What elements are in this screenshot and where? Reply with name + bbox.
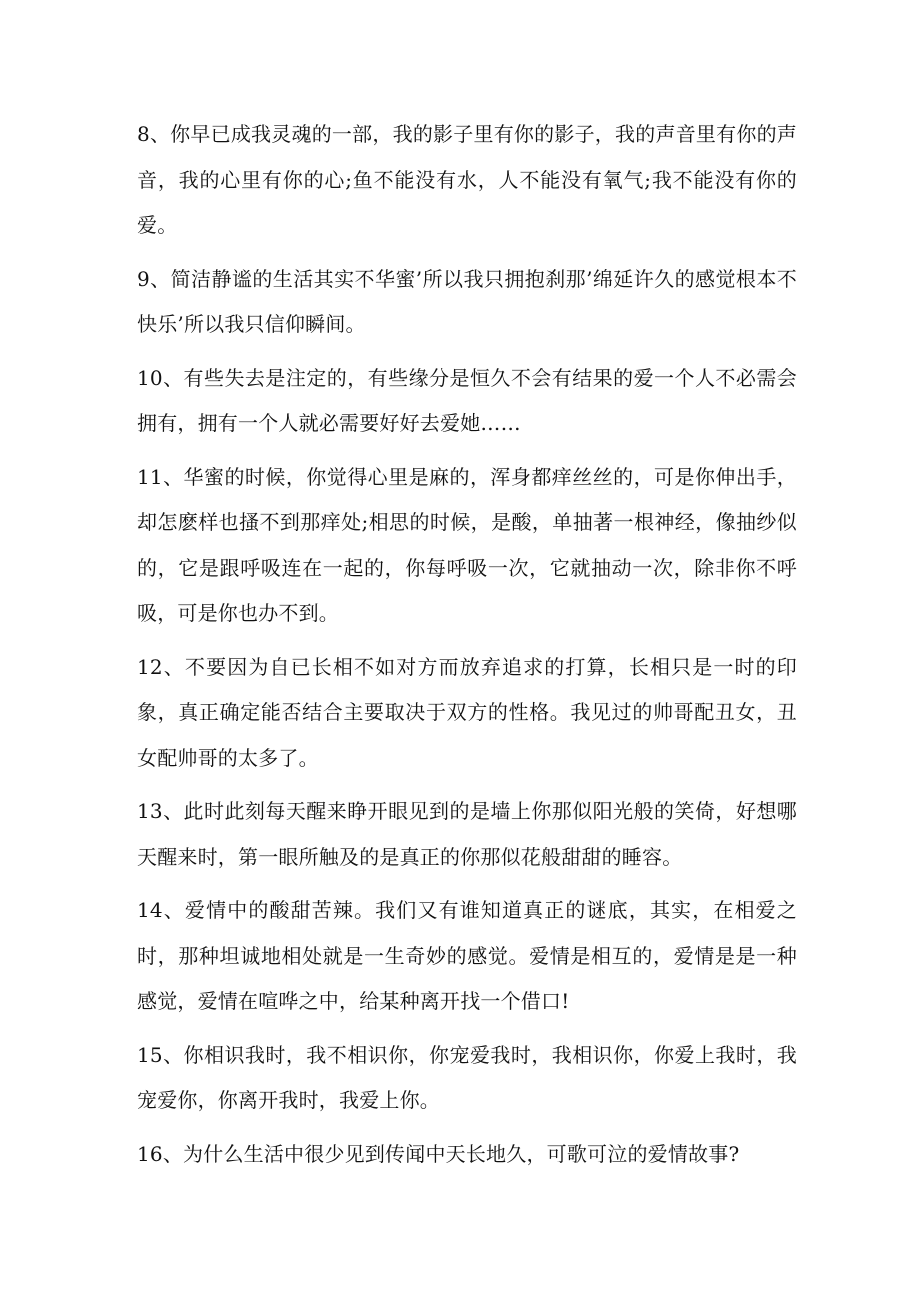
paragraph-13: 13、此时此刻每天醒来睁开眼见到的是墙上你那似阳光般的笑倚，好想哪天醒来时，第一眼所触及的是真正的你那似花般甜甜的睡容。 xyxy=(137,799,797,869)
paragraph-10: 10、有些失去是注定的，有些缘分是恒久不会有结果的爱一个人不必需会拥有，拥有一个人就必需要好好去爱她…… xyxy=(137,365,797,435)
paragraph-8: 8、你早已成我灵魂的一部，我的影子里有你的影子，我的声音里有你的声音，我的心里有你的心;鱼不能没有水，人不能没有氧气;我不能没有你的爱。 xyxy=(137,122,797,237)
paragraph-11: 11、华蜜的时候，你觉得心里是麻的，浑身都痒丝丝的，可是你伸出手，却怎麽样也搔不到那痒处;相思的时候，是酸，单抽著一根神经，像抽纱似的，它是跟呼吸连在一起的，你每呼吸一次，它就抽动一次，除非你不呼吸，可是你也办不到。 xyxy=(137,464,797,625)
paragraph-15: 15、你相识我时，我不相识你，你宠爱我时，我相识你，你爱上我时，我宠爱你，你离开我时，我爱上你。 xyxy=(137,1042,797,1112)
paragraph-9: 9、简洁静谧的生活其实不华蜜’所以我只拥抱刹那’绵延许久的感觉根本不快乐’所以我只信仰瞬间。 xyxy=(137,266,797,336)
paragraph-14: 14、爱情中的酸甜苦辣。我们又有谁知道真正的谜底，其实，在相爱之时，那种坦诚地相处就是一生奇妙的感觉。爱情是相互的，爱情是是一种感觉，爱情在喧哗之中，给某种离开找一个借口! xyxy=(137,898,797,1013)
paragraph-16: 16、为什么生活中很少见到传闻中天长地久，可歌可泣的爱情故事? xyxy=(137,1141,740,1166)
paragraph-12: 12、不要因为自已长相不如对方而放弃追求的打算，长相只是一时的印象，真正确定能否结合主要取决于双方的性格。我见过的帅哥配丑女，丑女配帅哥的太多了。 xyxy=(137,654,797,770)
document-body xyxy=(137,112,797,1185)
